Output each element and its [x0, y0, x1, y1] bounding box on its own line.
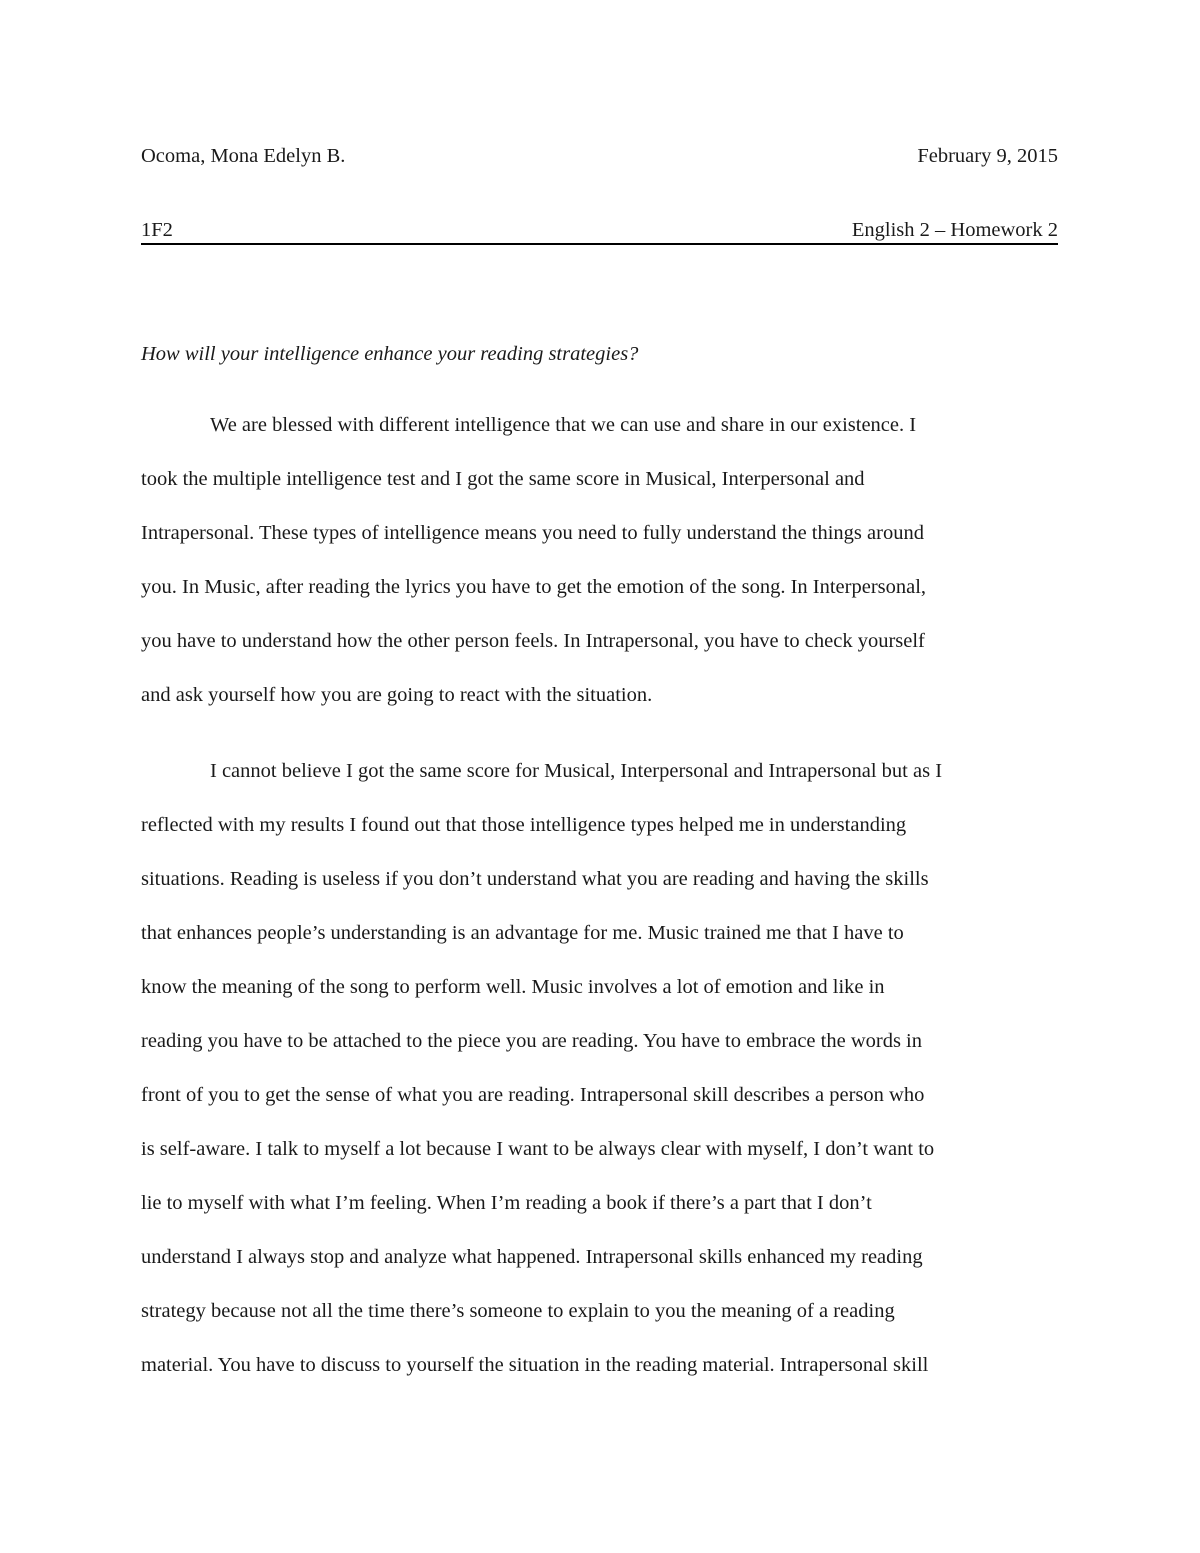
- paragraph-line: front of you to get the sense of what you are reading. Intrapersonal skill describes a person who: [141, 1084, 925, 1106]
- paragraph-line: lie to myself with what I’m feeling. When I’m reading a book if there’s a part that I don’t: [141, 1192, 872, 1214]
- paragraph-line: know the meaning of the song to perform well. Music involves a lot of emotion and like in: [141, 976, 885, 998]
- submission-date: February 9, 2015: [917, 145, 1058, 167]
- paragraph-line: that enhances people’s understanding is an advantage for me. Music trained me that I have to: [141, 922, 904, 944]
- paragraph-line: strategy because not all the time there’s someone to explain to you the meaning of a reading: [141, 1300, 895, 1322]
- paragraph-line: I cannot believe I got the same score for Musical, Interpersonal and Intrapersonal but as I: [210, 760, 943, 782]
- header-row-bottom: [141, 218, 1058, 242]
- paragraph-line: and ask yourself how you are going to react with the situation.: [141, 684, 653, 706]
- paragraph-line: We are blessed with different intelligence that we can use and share in our existence. I: [210, 414, 917, 436]
- paragraph-line: situations. Reading is useless if you don’t understand what you are reading and having the skills: [141, 868, 929, 890]
- paragraph-line: you. In Music, after reading the lyrics you have to get the emotion of the song. In Interpersonal,: [141, 576, 927, 598]
- paragraph-line: you have to understand how the other person feels. In Intrapersonal, you have to check yourself: [141, 630, 925, 652]
- paragraph-line: understand I always stop and analyze what happened. Intrapersonal skills enhanced my reading: [141, 1246, 923, 1268]
- paragraph-line: Intrapersonal. These types of intelligence means you need to fully understand the things around: [141, 522, 924, 544]
- section-code: 1F2: [141, 219, 173, 241]
- paragraph-line: material. You have to discuss to yourself the situation in the reading material. Intrapersonal skill: [141, 1354, 929, 1376]
- header-divider: [141, 243, 1058, 245]
- paragraph-line: is self-aware. I talk to myself a lot because I want to be always clear with myself, I don’t want to: [141, 1138, 935, 1160]
- essay-question: How will your intelligence enhance your reading strategies?: [141, 343, 639, 365]
- course-title: English 2 – Homework 2: [851, 219, 1058, 241]
- paragraph-line: reading you have to be attached to the piece you are reading. You have to embrace the words in: [141, 1030, 923, 1052]
- paragraph-line: reflected with my results I found out that those intelligence types helped me in understanding: [141, 814, 907, 836]
- student-name: Ocoma, Mona Edelyn B.: [141, 145, 346, 167]
- header-row-top: [141, 144, 1058, 168]
- paragraph-line: took the multiple intelligence test and I got the same score in Musical, Interpersonal and: [141, 468, 865, 490]
